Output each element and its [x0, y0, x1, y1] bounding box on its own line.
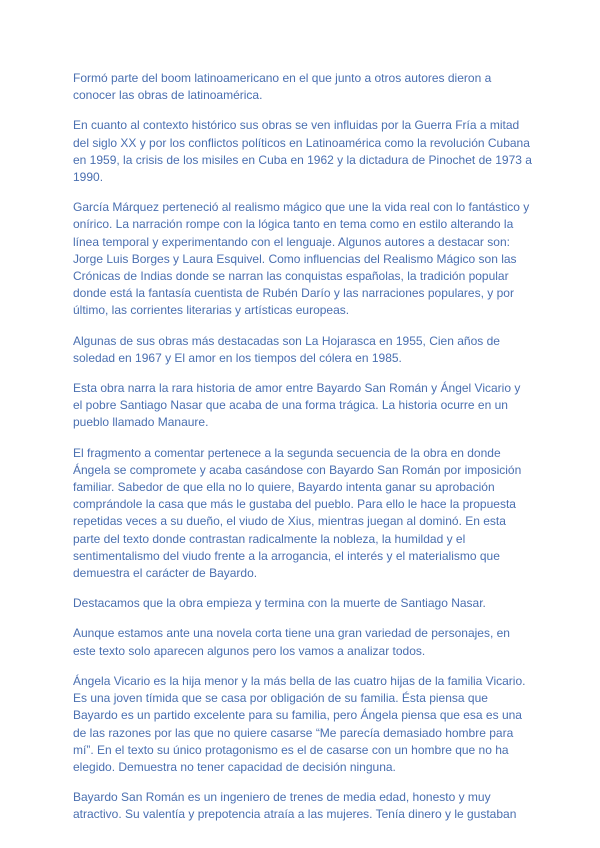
paragraph-bayardo-san-roman: Bayardo San Román es un ingeniero de trenes de media edad, honesto y muy atractivo. Su valentía y prepotencia atraía a las mujeres. Tenía dinero y le gustaban: [73, 790, 517, 822]
paragraph-structure: Destacamos que la obra empieza y termina con la muerte de Santiago Nasar.: [73, 596, 486, 611]
paragraph-magic-realism: García Márquez perteneció al realismo mágico que une la vida real con lo fantástico y onírico. La narración rompe con la lógica tanto en tema como en estilo alterando la línea temporal y experimentando con el lenguaje. Algunos autores a destacar son: Jorge Luis Borges y Laura Esquivel. Como influencias del Realismo Mágico son las Crónicas de Indias donde se narran las conquistas españolas, la tradición popular donde está la fantasía cuentista de Rubén Darío y las narraciones populares, y por último, las corrientes literarias y artísticas europeas.: [73, 200, 530, 318]
paragraph-historical-context: En cuanto al contexto histórico sus obras se ven influidas por la Guerra Fría a mitad del siglo XX y por los conflictos políticos en Latinoamérica como la revolución Cubana en 1959, la crisis de los misiles en Cuba en 1962 y la dictadura de Pinochet de 1973 a 1990.: [73, 118, 532, 185]
paragraph-angela-vicario: Ángela Vicario es la hija menor y la más bella de las cuatro hijas de la familia Vicario. Es una joven tímida que se casa por obligación de su familia. Ésta piensa que Bayardo es un partido excelente para su familia, pero Ángela piensa que esa es una de las razones por las que no quiere casarse “Me parecía demasiado hombre para mí”. En el texto su único protagonismo es el de casarse con un hombre que no ha elegido. Demuestra no tener capacidad de decisión ninguna.: [73, 673, 526, 774]
paragraph-notable-works: Algunas de sus obras más destacadas son La Hojarasca en 1955, Cien años de soledad en 1967 y El amor en los tiempos del cólera en 1985.: [73, 333, 500, 365]
paragraph-plot-summary: Esta obra narra la rara historia de amor entre Bayardo San Román y Ángel Vicario y el pobre Santiago Nasar que acaba de una forma trágica. La historia ocurre en un pueblo llamado Manaure.: [73, 381, 521, 430]
paragraph-characters-intro: Aunque estamos ante una novela corta tiene una gran variedad de personajes, en este texto solo aparecen algunos pero los vamos a analizar todos.: [73, 626, 510, 658]
paragraph-boom: Formó parte del boom latinoamericano en el que junto a otros autores dieron a conocer las obras de latinoamérica.: [73, 71, 492, 103]
paragraph-fragment-analysis: El fragmento a comentar pertenece a la segunda secuencia de la obra en donde Ángela se compromete y acaba casándose con Bayardo San Román por imposición familiar. Sabedor de que ella no lo quiere, Bayardo intenta ganar su aprobación comprándole la casa que más le gustaba del pueblo. Para ello le hace la propuesta repetidas veces a su dueño, el viudo de Xius, mientras juegan al dominó. En esta parte del texto donde contrastan radicalmente la nobleza, la humildad y el sentimentalismo del viudo frente a la arrogancia, el interés y el materialismo que demuestra el carácter de Bayardo.: [73, 445, 522, 581]
